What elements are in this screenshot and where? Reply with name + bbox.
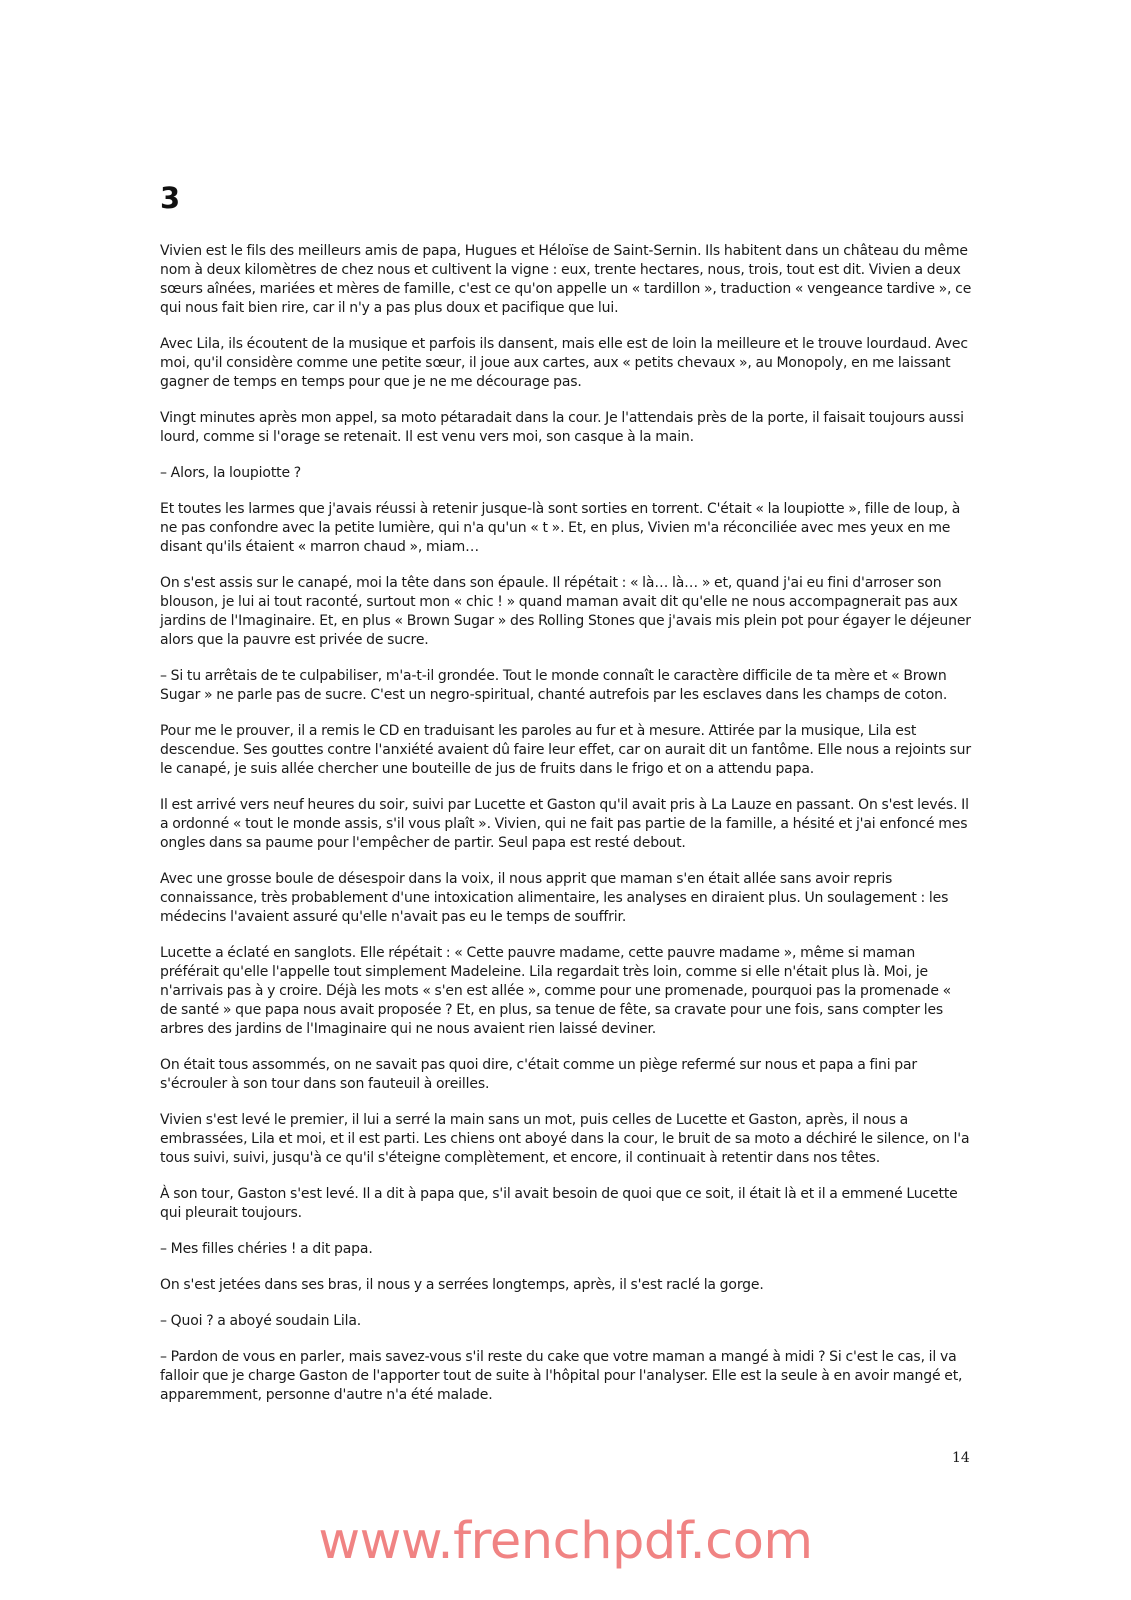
paragraph: Et toutes les larmes que j'avais réussi à retenir jusque-là sont sorties en torrent. C'était « la loupiotte », fille de loup, à ne pas confondre avec la petite lumière, qui n'a qu'un « t ». Et, en plus, Vivien m'a réconciliée avec mes yeux en me disant qu'ils étaient « marron chaud », miam… [160, 501, 961, 555]
chapter-body [160, 242, 972, 1422]
paragraph: Avec une grosse boule de désespoir dans la voix, il nous apprit que maman s'en était allée sans avoir repris connaissance, très probablement d'une intoxication alimentaire, les analyses en diraient plus. Un soulagement : les médecins l'avaient assuré qu'elle n'avait pas eu le temps de souffrir. [160, 871, 949, 925]
paragraph: On s'est jetées dans ses bras, il nous y a serrées longtemps, après, il s'est raclé la gorge. [160, 1277, 764, 1293]
dialogue-line: – Quoi ? a aboyé soudain Lila. [160, 1313, 362, 1329]
paragraph: Vingt minutes après mon appel, sa moto pétaradait dans la cour. Je l'attendais près de la porte, il faisait toujours aussi lourd, comme si l'orage se retenait. Il est venu vers moi, son casque à la main. [160, 410, 964, 445]
paragraph: Il est arrivé vers neuf heures du soir, suivi par Lucette et Gaston qu'il avait pris à La Lauze en passant. On s'est levés. Il a ordonné « tout le monde assis, s'il vous plaît ». Vivien, qui ne fait pas partie de la famille, a hésité et j'ai enfoncé mes ongles dans sa paume pour l'empêcher de partir. Seul papa est resté debout. [160, 797, 969, 851]
paragraph: On s'est assis sur le canapé, moi la tête dans son épaule. Il répétait : « là… là… » et, quand j'ai eu fini d'arroser son blouson, je lui ai tout raconté, surtout mon « chic ! » quand maman avait dit qu'elle ne nous accompagnerait pas aux jardins de l'Imaginaire. Et, en plus « Brown Sugar » des Rolling Stones que j'avais mis plein pot pour égayer le déjeuner alors que la pauvre est privée de sucre. [160, 575, 971, 648]
chapter-number: 3 [160, 181, 181, 215]
paragraph: Vivien est le fils des meilleurs amis de papa, Hugues et Héloïse de Saint-Sernin. Ils habitent dans un château du même nom à deux kilomètres de chez nous et cultivent la vigne : eux, trente hectares, nous, trois, tout est dit. Vivien a deux sœurs aînées, mariées et mères de famille, c'est ce qu'on appelle un « tardillon », traduction « vengeance tardive », ce qui nous fait bien rire, car il n'y a pas plus doux et pacifique que lui. [160, 243, 972, 316]
paragraph: Vivien s'est levé le premier, il lui a serré la main sans un mot, puis celles de Lucette et Gaston, après, il nous a embrassées, Lila et moi, et il est parti. Les chiens ont aboyé dans la cour, le bruit de sa moto a déchiré le silence, on l'a tous suivi, suivi, jusqu'à ce qu'il s'éteigne complètement, et encore, il continuait à retentir dans nos têtes. [160, 1112, 970, 1166]
dialogue-line: – Si tu arrêtais de te culpabiliser, m'a-t-il grondée. Tout le monde connaît le caractère difficile de ta mère et « Brown Sugar » ne parle pas de sucre. C'est un negro-spiritual, chanté autrefois par les esclaves dans les champs de coton. [160, 668, 948, 703]
watermark: www.frenchpdf.com [318, 1512, 813, 1571]
paragraph: Avec Lila, ils écoutent de la musique et parfois ils dansent, mais elle est de loin la meilleure et le trouve lourdaud. Avec moi, qu'il considère comme une petite sœur, il joue aux cartes, aux « petits chevaux », au Monopoly, en me laissant gagner de temps en temps pour que je ne me décourage pas. [160, 336, 968, 390]
paragraph: Lucette a éclaté en sanglots. Elle répétait : « Cette pauvre madame, cette pauvre madame », même si maman préférait qu'elle l'appelle tout simplement Madeleine. Lila regardait très loin, comme si elle n'était plus là. Moi, je n'arrivais pas à y croire. Déjà les mots « s'en est allée », comme pour une promenade, pourquoi pas la promenade « de santé » que papa nous avait proposée ? Et, en plus, sa tenue de fête, sa cravate pour une fois, sans compter les arbres des jardins de l'Imaginaire qui ne nous avaient rien laissé deviner. [160, 945, 952, 1037]
dialogue-line: – Alors, la loupiotte ? [160, 465, 302, 481]
paragraph: À son tour, Gaston s'est levé. Il a dit à papa que, s'il avait besoin de quoi que ce soit, il était là et il a emmené Lucette qui pleurait toujours. [160, 1186, 958, 1221]
page-number: 14 [952, 1450, 970, 1466]
dialogue-line: – Mes filles chéries ! a dit papa. [160, 1241, 373, 1257]
paragraph: Pour me le prouver, il a remis le CD en traduisant les paroles au fur et à mesure. Attirée par la musique, Lila est descendue. Ses gouttes contre l'anxiété avaient dû faire leur effet, car on aurait dit un fantôme. Elle nous a rejoints sur le canapé, je suis allée chercher une bouteille de jus de fruits dans le frigo et on a attendu papa. [160, 723, 972, 777]
paragraph: On était tous assommés, on ne savait pas quoi dire, c'était comme un piège refermé sur nous et papa a fini par s'écrouler à son tour dans son fauteuil à oreilles. [160, 1057, 918, 1092]
dialogue-line: – Pardon de vous en parler, mais savez-vous s'il reste du cake que votre maman a mangé à midi ? Si c'est le cas, il va falloir que je charge Gaston de l'apporter tout de suite à l'hôpital pour l'analyser. Elle est la seule à en avoir mangé et, apparemment, personne d'autre n'a été malade. [160, 1349, 963, 1403]
